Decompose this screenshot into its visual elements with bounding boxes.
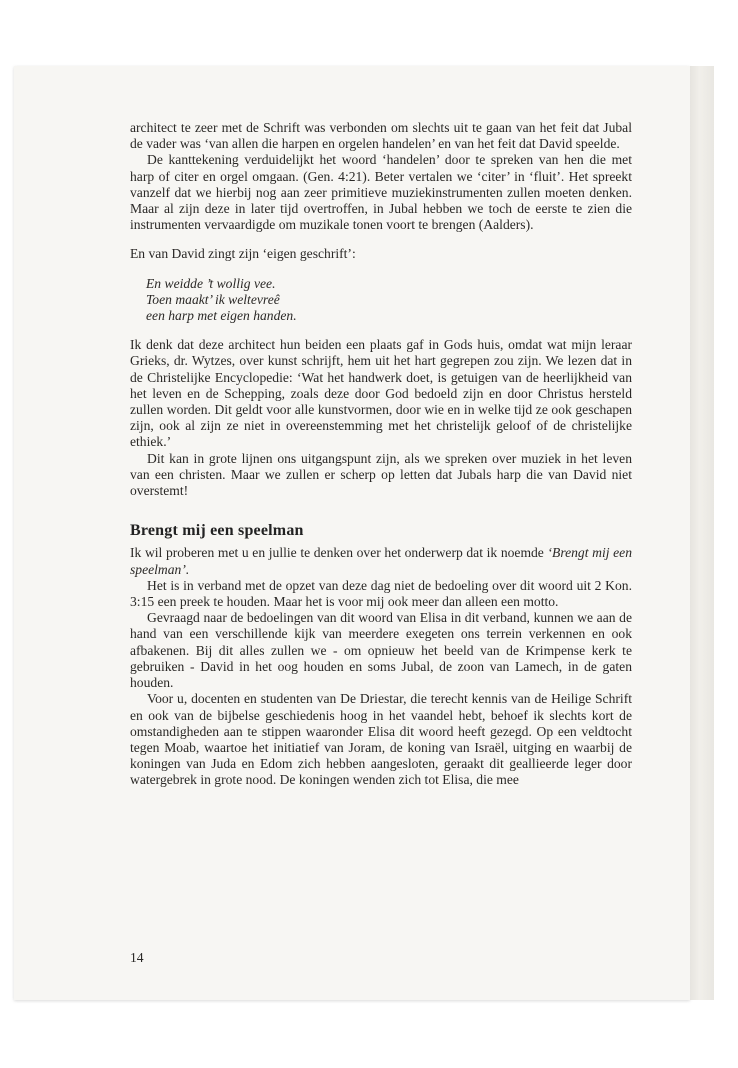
paragraph: Ik denk dat deze architect hun beiden een plaats gaf in Gods huis, omdat wat mijn leraar Grieks, dr. Wytzes, over kunst schrijft, hem uit het hart gegrepen zou zijn. We lezen dat in de Christelijke Encyclopedie: ‘Wat het handwerk doet, is getuigen van de heerlijkheid van het leven en de Schepping, zoals deze door God bedoeld zijn en door Christus hersteld zullen worden. Dit geldt voor alle kunstvormen, door wie en in welke tijd ze ook geschapen zijn, ook al zijn ze niet in overeenstemming met het christelijk geloof of de christelijke ethiek.’ (130, 337, 632, 450)
poem-line: een harp met eigen handen. (146, 308, 297, 324)
poem-quote (146, 276, 632, 325)
paragraph-text: Ik wil proberen met u en jullie te denken over het onderwerp dat ik noemde (130, 545, 544, 561)
book-page (14, 66, 690, 1000)
paragraph: Het is in verband met de opzet van deze dag niet de bedoeling over dit woord uit 2 Kon. 3:15 een preek te houden. Maar het is voor mij ook meer dan alleen een motto. (130, 577, 632, 610)
paragraph: Dit kan in grote lijnen ons uitgangspunt zijn, als we spreken over muziek in het leven van een christen. Maar we zullen er scherp op letten dat Jubals harp die van David niet overstemt! (130, 450, 632, 499)
quoted-title: ‘Brengt mij een speelman’. (130, 545, 632, 577)
paragraph: Voor u, docenten en studenten van De Driestar, die terecht kennis van de Heilige Schrift en ook van de bijbelse geschiedenis hoog in het vaandel hebt, behoef ik slechts kort de omstandigheden aan te stippen waaronder Elisa dit woord heeft gezegd. Op een veldtocht tegen Moab, waartoe het initiatief van Joram, de koning van Israël, uitging en waarbij de koningen van Juda en Edom zich hebben aangesloten, geraakt dit geallieerde leger door watergebrek in grote nood. De koningen wenden zich tot Elisa, die mee (130, 691, 632, 788)
paragraph: architect te zeer met de Schrift was verbonden om slechts uit te gaan van het feit dat Jubal de vader was ‘van allen die harpen en orgelen handelen’ en van het feit dat David speelde. (130, 120, 632, 152)
paragraph: Gevraagd naar de bedoelingen van dit woord van Elisa in dit verband, kunnen we aan de hand van een verschillende kijk van meerdere exegeten ons terrein verkennen en ook afbakenen. Bij dit alles zullen we - om opnieuw het beeld van de Krimpense kerk te gebruiken - David in het oog houden en soms Jubal, de zoon van Lamech, in de gaten houden. (130, 610, 632, 691)
page-number: 14 (130, 950, 144, 965)
paragraph (130, 545, 632, 577)
poem-line: Toen maakt’ ik weltevreê (146, 291, 280, 307)
paragraph: En van David zingt zijn ‘eigen geschrift’: (130, 246, 356, 262)
poem-line: En weidde ’t wollig vee. (146, 275, 276, 291)
page-edge (690, 66, 714, 1000)
paragraph: De kanttekening verduidelijkt het woord ‘handelen’ door te spreken van hen die met harp of citer en orgel omgaan. (Gen. 4:21). Beter vertalen we ‘citer’ in ‘fluit’. Het spreekt vanzelf dat we hierbij nog aan zeer primitieve muziekinstrumenten zullen moeten denken. Maar al zijn deze in later tijd overtroffen, in Jubal hebben we toch de eerste te zien die instrumenten vervaardigde om muzikale tonen voort te brengen (Aalders). (130, 152, 632, 233)
section-heading: Brengt mij een speelman (130, 522, 304, 540)
page-body (130, 120, 632, 789)
